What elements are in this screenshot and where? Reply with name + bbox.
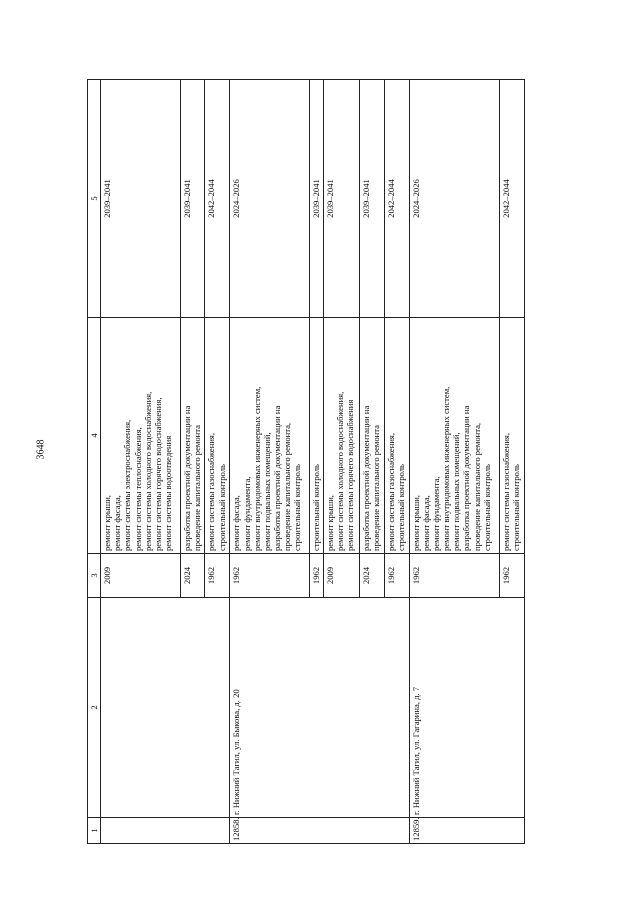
work-line: ремонт крыши, — [102, 495, 113, 551]
period-cell: 2039–2041 — [180, 80, 205, 318]
work-line: ремонт системы горячего водоснабжения — [345, 399, 356, 551]
header-col-1: 1 — [88, 818, 101, 844]
works-cell — [384, 318, 409, 554]
work-line: строительный контроль — [310, 464, 321, 551]
year-cell: 2024 — [359, 554, 384, 598]
table-row — [409, 80, 499, 844]
work-line: проведение капитального ремонта — [370, 425, 381, 551]
work-line: ремонт системы электроснабжения, — [122, 419, 133, 551]
address-cell: г. Нижний Тагил, ул. Гагарина, д. 7 — [409, 598, 524, 818]
work-line: ремонт системы газоснабжения, — [385, 432, 396, 551]
work-line: ремонт фасада, — [420, 495, 431, 551]
work-line: ремонт внутридомовых инженерных систем, — [441, 386, 452, 551]
table-row — [230, 80, 309, 844]
period-cell: 2039–2041 — [309, 80, 323, 318]
period-cell: 2039–2041 — [101, 80, 180, 318]
work-line: ремонт подвальных помещений, — [261, 432, 272, 551]
works-cell — [359, 318, 384, 554]
work-line: ремонт подвальных помещений, — [451, 432, 462, 551]
works-cell — [499, 318, 524, 554]
year-cell: 2024 — [180, 554, 205, 598]
work-line: ремонт фасада, — [231, 495, 242, 551]
work-line: ремонт фундамента, — [241, 476, 252, 551]
header-row — [88, 80, 101, 844]
work-line: ремонт системы газоснабжения, — [500, 432, 511, 551]
work-line: проведение капитального ремонта, — [282, 422, 293, 551]
year-cell: 1962 — [309, 554, 323, 598]
work-line: ремонт фасада, — [112, 495, 123, 551]
work-line: ремонт системы холодного водоснабжения, — [142, 391, 153, 551]
header-col-4: 4 — [88, 318, 101, 554]
work-line: строительный контроль — [481, 464, 492, 551]
period-cell: 2039–2041 — [323, 80, 359, 318]
work-line: ремонт системы водоотведения — [162, 435, 173, 551]
period-cell: 2039–2041 — [359, 80, 384, 318]
year-cell: 1962 — [499, 554, 524, 598]
year-cell: 1962 — [230, 554, 309, 598]
work-line: ремонт крыши, — [410, 495, 421, 551]
row-number — [101, 818, 230, 844]
header-col-5: 5 — [88, 80, 101, 318]
work-line: разработка проектной документации на — [360, 405, 371, 551]
address-cell — [101, 598, 230, 818]
work-line: ремонт фундамента, — [430, 476, 441, 551]
work-line: проведение капитального ремонта, — [471, 422, 482, 551]
year-cell: 2009 — [323, 554, 359, 598]
work-line: ремонт внутридомовых инженерных систем, — [251, 386, 262, 551]
row-number: 12859. — [409, 818, 524, 844]
work-line: строительный контроль — [511, 464, 522, 551]
period-cell: 2024–2026 — [409, 80, 499, 318]
works-cell — [180, 318, 205, 554]
works-cell — [230, 318, 309, 554]
work-line: разработка проектной документации на — [272, 405, 283, 551]
works-cell — [309, 318, 323, 554]
year-cell: 2009 — [101, 554, 180, 598]
work-line: ремонт системы газоснабжения, — [206, 432, 217, 551]
table-body — [101, 80, 525, 844]
work-line: ремонт системы теплоснабжения, — [132, 427, 143, 551]
header-col-2: 2 — [88, 598, 101, 818]
period-cell: 2042–2044 — [499, 80, 524, 318]
work-line: ремонт системы горячего водоснабжения, — [152, 397, 163, 551]
repair-schedule-table — [87, 79, 525, 844]
row-number: 12858. — [230, 818, 409, 844]
year-cell: 1962 — [384, 554, 409, 598]
works-cell — [205, 318, 230, 554]
page-number: 3648 — [35, 439, 47, 460]
period-cell: 2042–2044 — [384, 80, 409, 318]
work-line: ремонт системы холодного водоснабжения, — [335, 391, 346, 551]
work-line: строительный контроль — [292, 464, 303, 551]
address-cell: г. Нижний Тагил, ул. Быкова, д. 20 — [230, 598, 409, 818]
year-cell: 1962 — [205, 554, 230, 598]
work-line: ремонт крыши, — [324, 495, 335, 551]
year-cell: 1962 — [409, 554, 499, 598]
work-line: разработка проектной документации на — [461, 405, 472, 551]
period-cell: 2042–2044 — [205, 80, 230, 318]
work-line: строительный контроль — [395, 464, 406, 551]
work-line: строительный контроль — [216, 464, 227, 551]
work-line: разработка проектной документации на — [181, 405, 192, 551]
table-row — [101, 80, 180, 844]
works-cell — [101, 318, 180, 554]
header-col-3: 3 — [88, 554, 101, 598]
rotated-table-container — [87, 80, 525, 844]
works-cell — [409, 318, 499, 554]
work-line: проведение капитального ремонта — [191, 425, 202, 551]
period-cell: 2024–2026 — [230, 80, 309, 318]
works-cell — [323, 318, 359, 554]
